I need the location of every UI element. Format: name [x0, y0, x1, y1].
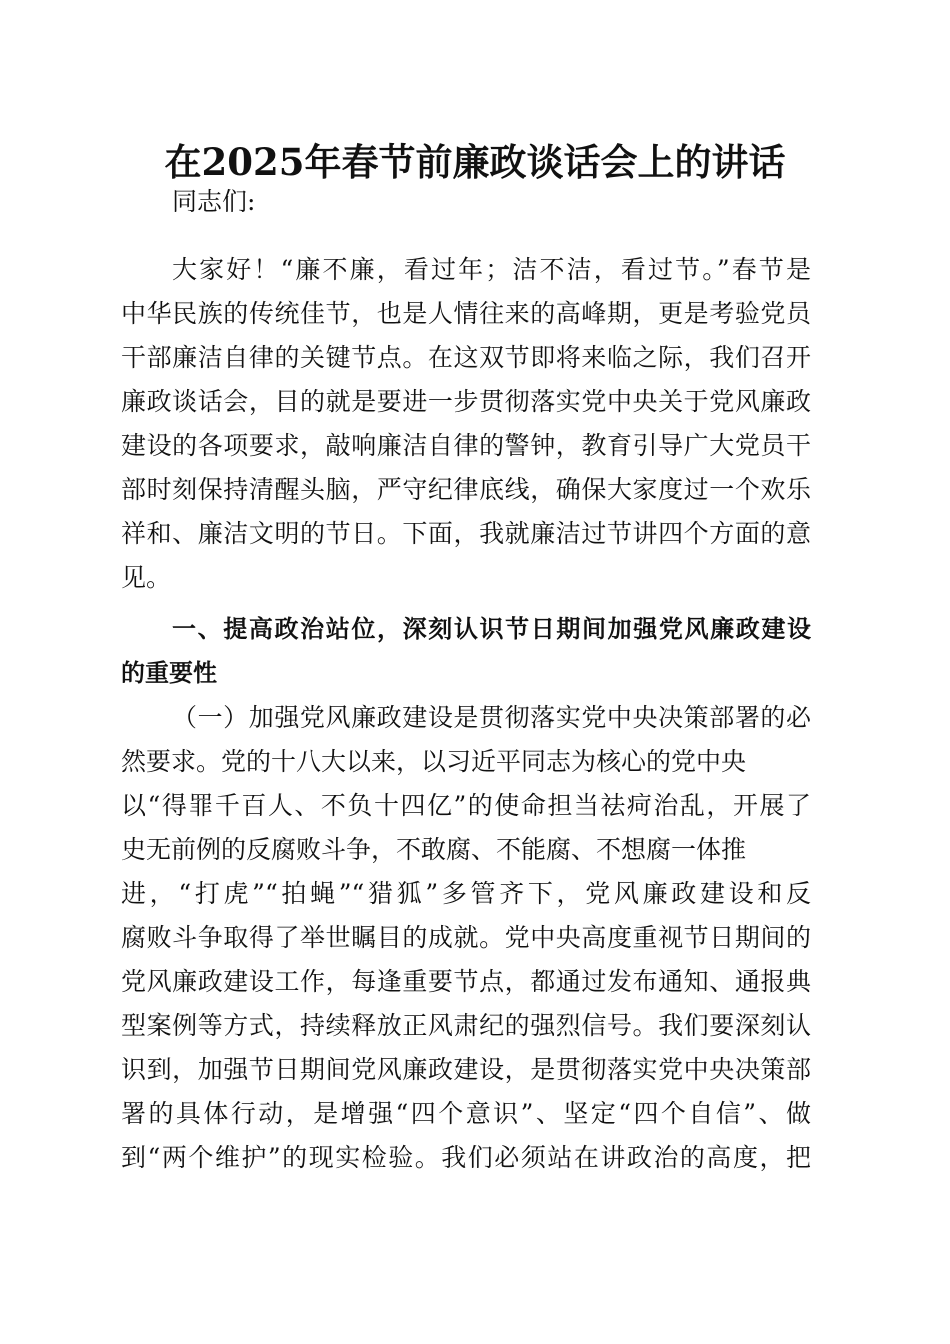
- para1-line-8: 见。: [121, 563, 172, 592]
- para1-line-5: 建设的各项要求，敲响廉洁自律的警钟，教育引导广大党员干: [121, 431, 811, 460]
- para1-line-6: 部时刻保持清醒头脑，严守纪律底线，确保大家度过一个欢乐: [121, 475, 811, 504]
- para2-line-3: 以“得罪千百人、不负十四亿”的使命担当祛疴治乱，开展了: [121, 791, 811, 820]
- para1-line-3: 干部廉洁自律的关键节点。在这双节即将来临之际，我们召开: [121, 343, 811, 372]
- para1-line-7: 祥和、廉洁文明的节日。下面，我就廉洁过节讲四个方面的意: [121, 519, 811, 548]
- para1-line-2: 中华民族的传统佳节，也是人情往来的高峰期，更是考验党员: [121, 299, 811, 328]
- section-heading-line-1: 一、提高政治站位，深刻认识节日期间加强党风廉政建设: [172, 615, 811, 643]
- para1-line-4: 廉政谈话会，目的就是要进一步贯彻落实党中央关于党风廉政: [121, 387, 811, 416]
- para2-line-1: （一）加强党风廉政建设是贯彻落实党中央决策部署的必: [172, 703, 811, 732]
- greeting: 同志们:: [172, 187, 256, 216]
- para2-line-10: 署的具体行动，是增强“四个意识”、坚定“四个自信”、做: [121, 1099, 811, 1128]
- para2-line-2: 然要求。党的十八大以来，以习近平同志为核心的党中央: [121, 747, 747, 776]
- para2-line-7: 党风廉政建设工作，每逢重要节点，都通过发布通知、通报典: [121, 967, 811, 996]
- para2-line-4: 史无前例的反腐败斗争，不敢腐、不能腐、不想腐一体推: [121, 835, 747, 864]
- para2-line-5: 进，“打虎”“拍蝇”“猎狐”多管齐下，党风廉政建设和反: [121, 879, 811, 908]
- para2-line-6: 腐败斗争取得了举世瞩目的成就。党中央高度重视节日期间的: [121, 923, 811, 952]
- document-title: 在2025年春节前廉政谈话会上的讲话: [164, 140, 786, 184]
- para1-line-1: 大家好！“廉不廉，看过年；洁不洁，看过节。”春节是: [172, 255, 811, 284]
- para2-line-8: 型案例等方式，持续释放正风肃纪的强烈信号。我们要深刻认: [121, 1011, 811, 1040]
- para2-line-9: 识到，加强节日期间党风廉政建设，是贯彻落实党中央决策部: [121, 1055, 811, 1084]
- para2-line-11: 到“两个维护”的现实检验。我们必须站在讲政治的高度，把: [121, 1143, 811, 1172]
- section-heading-line-2: 的重要性: [121, 659, 217, 687]
